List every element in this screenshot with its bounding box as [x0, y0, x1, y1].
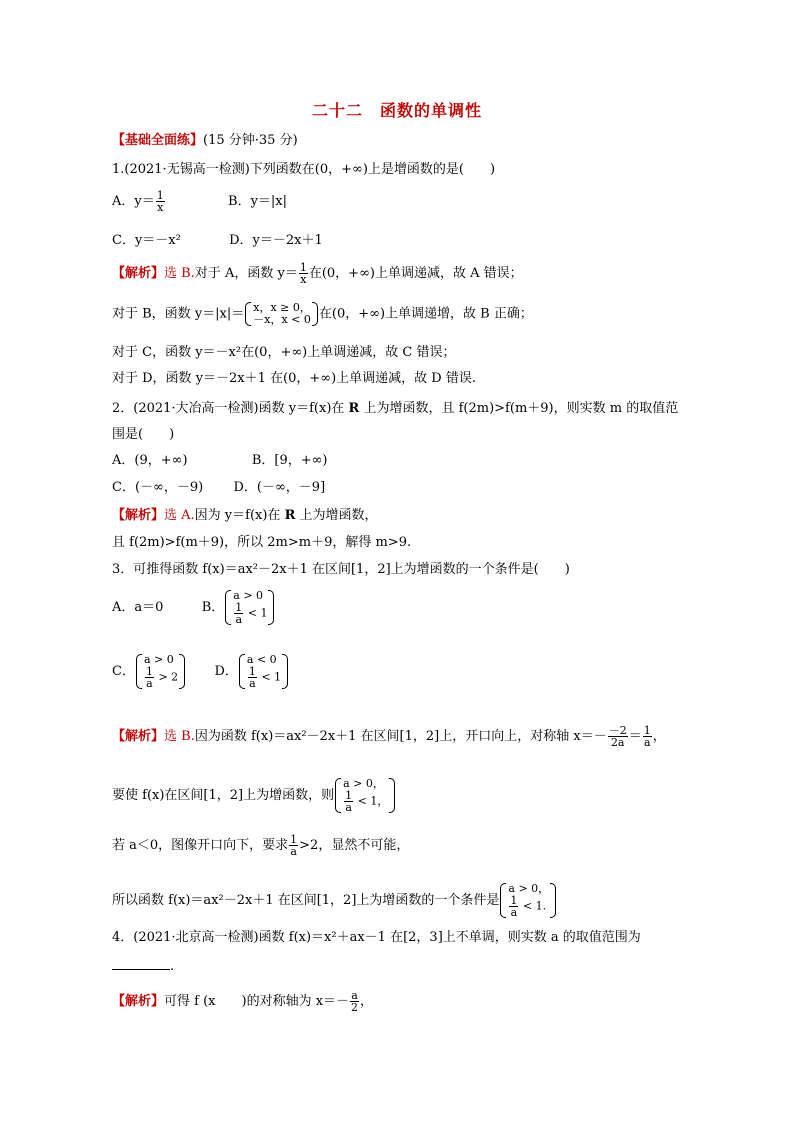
q4-stem-line-1: 4．(2021·北京高一检测)函数 f(x)＝x²＋ax－1 在[2，3]上不单调，则实数 a 的取值范围为: [112, 930, 641, 945]
section-header: [112, 133, 298, 149]
q1-analysis-line-4: 对于 D，函数 y＝－2x＋1 在(0，+∞)上单调递减，故 D 错误.: [112, 371, 476, 386]
q1-stem: 1.(2021·无锡高一检测)下列函数在(0，+∞)上是增函数的是( ): [112, 162, 496, 177]
q2-options-ab: [112, 453, 328, 469]
q3-option-c: C． a > 0 $\frac{1}{a}$ > 2: [112, 664, 186, 679]
q2-answer: 选 A.: [164, 508, 195, 523]
q1-answer: 选 B.: [164, 266, 195, 281]
q3-option-d: D． a < 0 $\frac{1}{a}$ < 1: [214, 664, 289, 679]
q2-analysis-tag: 【解析】: [112, 508, 165, 523]
q3-analysis-tag: 【解析】: [112, 729, 165, 744]
section-tag: 【基础全面练】: [112, 133, 204, 148]
q3-options-cd: [112, 654, 289, 689]
q2-analysis-line-2: 且 f(2m)>f(m＋9)，所以 2m>m＋9，解得 m>9.: [112, 535, 412, 550]
q2-option-b: B．[9，+∞): [251, 453, 328, 468]
q1-option-c: C．y＝－x²: [112, 233, 181, 248]
q1-option-a: A．y＝ $\frac{1}{x}$: [112, 189, 164, 214]
q1-analysis-line-1: 【解析】选 B.对于 A，函数 y＝ $\frac{1}{x}$ 在(0，+∞)上单调递减，故 A 错误；: [112, 261, 523, 286]
q2-stem-line-1: 2．(2021·大冶高一检测)函数 y＝f(x)在 R 上为增函数，且 f(2m)>f(m＋9)，则实数 m 的取值范: [112, 401, 679, 416]
q1-analysis-tag: 【解析】: [112, 266, 165, 281]
q1-option-d: D．y＝－2x＋1: [229, 233, 323, 248]
q2-option-a: A．(9，+∞): [112, 453, 188, 468]
q3-analysis-line-4: 所以函数 f(x)＝ax²－2x＋1 在区间[1，2]上为增函数的一个条件是 a > 0， $\frac{1}{a}$ < 1.: [112, 883, 557, 918]
q1-piecewise: x，x ≥ 0， －x，x < 0: [244, 302, 319, 326]
q3-stem: 3．可推得函数 f(x)＝ax²－2x＋1 在区间[1，2]上为增函数的一个条件是( ): [112, 562, 570, 577]
q2-option-c: C．(－∞，－9): [112, 480, 204, 495]
section-time: (15 分钟·35 分): [203, 133, 298, 148]
page-title: 二十二 函数的单调性: [311, 101, 482, 120]
q3-option-a: A．a＝0: [112, 600, 164, 615]
q1-options-ab: [112, 190, 287, 213]
q4-analysis-line-1: 【解析】可得 f (x )的对称轴为 x＝－ $\frac{a}{2}$ ，: [112, 989, 374, 1014]
q1-option-b: B．y＝|x|: [228, 194, 288, 209]
q1-analysis-line-2: 对于 B，函数 y＝|x|＝ x，x ≥ 0， －x，x < 0 在(0，+∞)上单调递增，故 B 正确；: [112, 301, 533, 326]
q2-stem-line-2: 围是( ): [112, 427, 175, 442]
q2-options-cd: [112, 480, 325, 496]
q4-stem-line-2: .: [112, 957, 174, 975]
answer-blank[interactable]: [112, 957, 170, 970]
q2-analysis-line-1: 【解析】选 A.因为 y＝f(x)在 R 上为增函数，: [112, 508, 378, 523]
q3-answer: 选 B.: [164, 729, 195, 744]
q1-options-cd: [112, 233, 323, 249]
q2-option-d: D．(－∞，－9]: [233, 480, 326, 495]
q3-option-b: B． a > 0 $\frac{1}{a}$ < 1: [202, 600, 276, 615]
q3-analysis-line-2: 要使 f(x)在区间[1，2]上为增函数，则 a > 0， $\frac{1}{a}$ < 1，: [112, 778, 396, 813]
q4-analysis-tag: 【解析】: [112, 994, 165, 1009]
q3-analysis-line-3: 若 a＜0，图像开口向下，要求 $\frac{1}{a}$ >2，显然不可能，: [112, 833, 410, 858]
q3-analysis-line-1: 【解析】选 B.因为函数 f(x)＝ax²－2x＋1 在区间[1，2]上，开口向上，对称轴 x＝－ $\frac{-2}{2a}$ ＝ $\frac{1}{a}$ ，: [112, 724, 666, 749]
q1-analysis-line-3: 对于 C，函数 y＝－x²在(0，+∞)上单调递减，故 C 错误；: [112, 345, 456, 360]
q3-options-ab: [112, 590, 275, 625]
